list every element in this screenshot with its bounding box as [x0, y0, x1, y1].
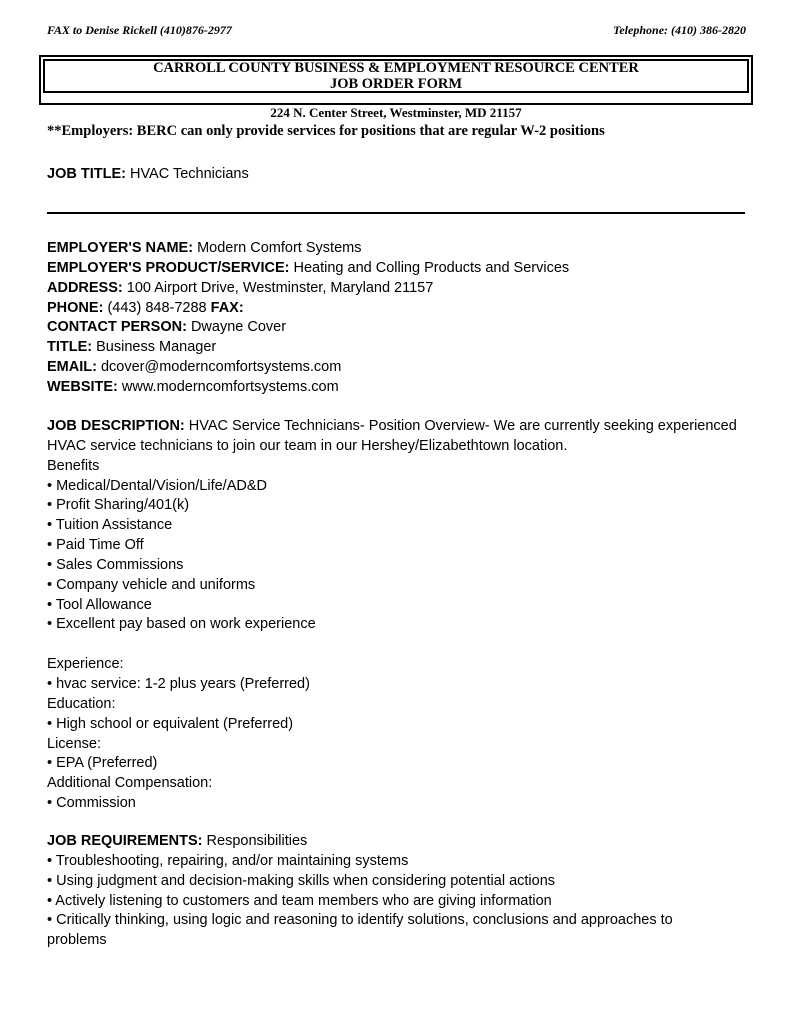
experience-item: • hvac service: 1-2 plus years (Preferred) [47, 675, 310, 692]
requirement-item: • Actively listening to customers and team members who are giving information [47, 892, 552, 909]
job-requirements-section [47, 832, 747, 951]
form-subtitle: JOB ORDER FORM [329, 76, 463, 92]
employer-name-label: EMPLOYER'S NAME: [47, 240, 194, 256]
benefit-item: • Company vehicle and uniforms [47, 576, 256, 593]
benefit-item: • Medical/Dental/Vision/Life/AD&D [47, 477, 267, 494]
employer-product-field [47, 259, 747, 279]
office-address: 224 N. Center Street, Westminster, MD 21157 [270, 105, 522, 120]
contact-title-field [47, 338, 747, 358]
telephone-line: Telephone: (410) 386-2820 [613, 23, 746, 37]
benefit-item: • Sales Commissions [47, 556, 184, 573]
requirement-item: • Critically thinking, using logic and reasoning to identify solutions, conclusions and approaches to [47, 912, 673, 929]
website-field [47, 378, 747, 398]
employer-name-value: Modern Comfort Systems [197, 240, 362, 256]
job-description-label: JOB DESCRIPTION: [47, 418, 185, 434]
employer-address-label: ADDRESS: [47, 279, 123, 296]
employer-fax-label: FAX: [210, 299, 244, 316]
fax-line: FAX to Denise Rickell (410)876-2977 [47, 23, 232, 37]
benefits-heading: Benefits [47, 457, 100, 474]
license-item: • EPA (Preferred) [47, 755, 158, 772]
compensation-item: • Commission [47, 795, 136, 812]
form-title: CARROLL COUNTY BUSINESS & EMPLOYMENT RESOURCE CENTER [153, 60, 639, 76]
employer-phone-label: PHONE: [47, 299, 104, 316]
job-description-intro [47, 417, 747, 437]
benefit-item: • Profit Sharing/401(k) [47, 497, 190, 514]
email-value: dcover@moderncomfortsystems.com [100, 359, 342, 376]
job-description-section [47, 417, 747, 814]
website-label: WEBSITE: [47, 378, 118, 395]
employer-phone-value: (443) 848-7288 [107, 299, 207, 316]
email-field [47, 358, 747, 378]
email-label: EMAIL: [47, 359, 97, 376]
requirement-item: • Troubleshooting, repairing, and/or maintaining systems [47, 852, 409, 869]
benefit-item: • Tool Allowance [47, 596, 152, 613]
job-requirements-intro [47, 832, 747, 852]
education-item: • High school or equivalent (Preferred) [47, 715, 294, 732]
requirement-item-continued: problems [47, 932, 107, 949]
experience-heading: Experience: [47, 656, 124, 673]
benefit-item: • Excellent pay based on work experience [47, 616, 316, 633]
requirement-item: • Using judgment and decision-making skills when considering potential actions [47, 872, 556, 889]
job-title-label: JOB TITLE: [47, 166, 126, 182]
license-heading: License: [47, 735, 102, 752]
employer-section [47, 239, 747, 398]
job-requirements-intro-text: Responsibilities [206, 833, 308, 849]
website-value: www.moderncomfortsystems.com [121, 378, 339, 395]
contact-person-field [47, 318, 747, 338]
employer-name-field [47, 239, 747, 259]
spacer [47, 635, 747, 655]
job-title-value: HVAC Technicians [129, 166, 249, 182]
contact-title-value: Business Manager [96, 339, 217, 356]
contact-person-label: CONTACT PERSON: [47, 319, 187, 336]
contact-person-value: Dwayne Cover [190, 319, 287, 336]
education-heading: Education: [47, 695, 116, 712]
job-description-intro-second: HVAC service technicians to join our team in our Hershey/Elizabethtown location. [47, 437, 568, 454]
compensation-heading: Additional Compensation: [47, 775, 213, 792]
employer-product-value: Heating and Colling Products and Services [293, 259, 570, 276]
job-title-field [47, 164, 249, 184]
job-requirements-label: JOB REQUIREMENTS: [47, 833, 203, 849]
benefit-item: • Tuition Assistance [47, 517, 173, 534]
benefit-item: • Paid Time Off [47, 537, 144, 554]
employer-product-label: EMPLOYER'S PRODUCT/SERVICE: [47, 259, 290, 276]
title-box [39, 55, 753, 105]
title-box-inner [43, 59, 749, 93]
employers-note: **Employers: BERC can only provide services for positions that are regular W-2 positions [47, 123, 605, 139]
contact-title-label: TITLE: [47, 339, 93, 356]
section-divider [47, 212, 745, 214]
job-description-intro-first: HVAC Service Technicians- Position Overview- We are currently seeking experienced [188, 418, 737, 434]
employer-address-field [47, 279, 747, 299]
employer-address-value: 100 Airport Drive, Westminster, Maryland 21157 [126, 279, 434, 296]
employer-phone-field [47, 299, 747, 319]
